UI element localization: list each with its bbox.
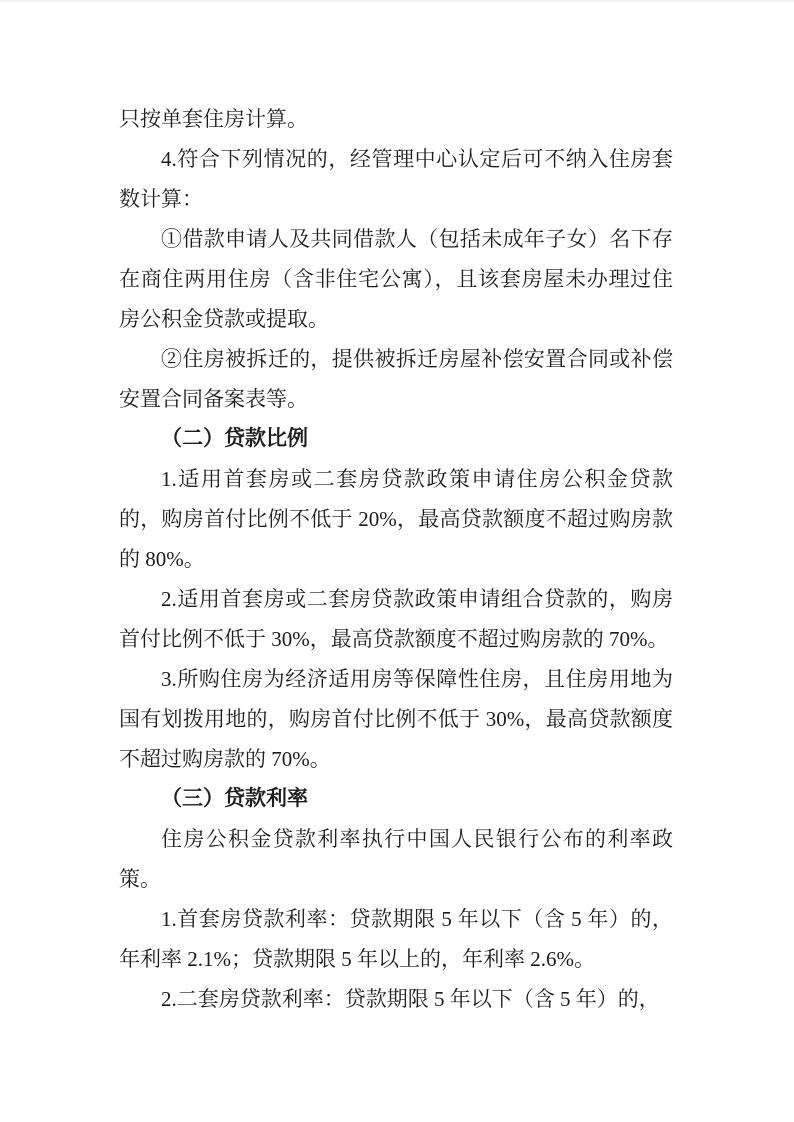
document-body <box>119 99 673 1019</box>
paragraph-rate-rule-1: 1.首套房贷款利率：贷款期限 5 年以下（含 5 年）的，年利率 2.1%；贷款期限 5 年以上的，年利率 2.6%。 <box>119 907 673 971</box>
heading-section-2-loan-ratio: （二）贷款比例 <box>161 427 308 450</box>
paragraph-ratio-rule-2: 2.适用首套房或二套房贷款政策申请组合贷款的，购房首付比例不低于 30%，最高贷款额度不超过购房款的 70%。 <box>119 587 673 651</box>
paragraph-clause-4-item-2: ②住房被拆迁的，提供被拆迁房屋补偿安置合同或补偿安置合同备案表等。 <box>119 347 673 411</box>
paragraph-ratio-rule-1: 1.适用首套房或二套房贷款政策申请住房公积金贷款的，购房首付比例不低于 20%，最高贷款额度不超过购房款的 80%。 <box>119 467 673 571</box>
paragraph-clause-4-item-1: ①借款申请人及共同借款人（包括未成年子女）名下存在商住两用住房（含非住宅公寓），且该套房屋未办理过住房公积金贷款或提取。 <box>119 227 673 331</box>
paragraph-clause-4: 4.符合下列情况的，经管理中心认定后可不纳入住房套数计算： <box>119 147 673 211</box>
paragraph-carryover: 只按单套住房计算。 <box>119 107 308 131</box>
heading-section-3-loan-rate: （三）贷款利率 <box>161 787 308 810</box>
paragraph-rate-policy: 住房公积金贷款利率执行中国人民银行公布的利率政策。 <box>119 827 673 891</box>
paragraph-rate-rule-2: 2.二套房贷款利率：贷款期限 5 年以下（含 5 年）的， <box>161 987 660 1011</box>
paragraph-ratio-rule-3: 3.所购住房为经济适用房等保障性住房，且住房用地为国有划拨用地的，购房首付比例不低于 30%，最高贷款额度不超过购房款的 70%。 <box>119 667 673 771</box>
